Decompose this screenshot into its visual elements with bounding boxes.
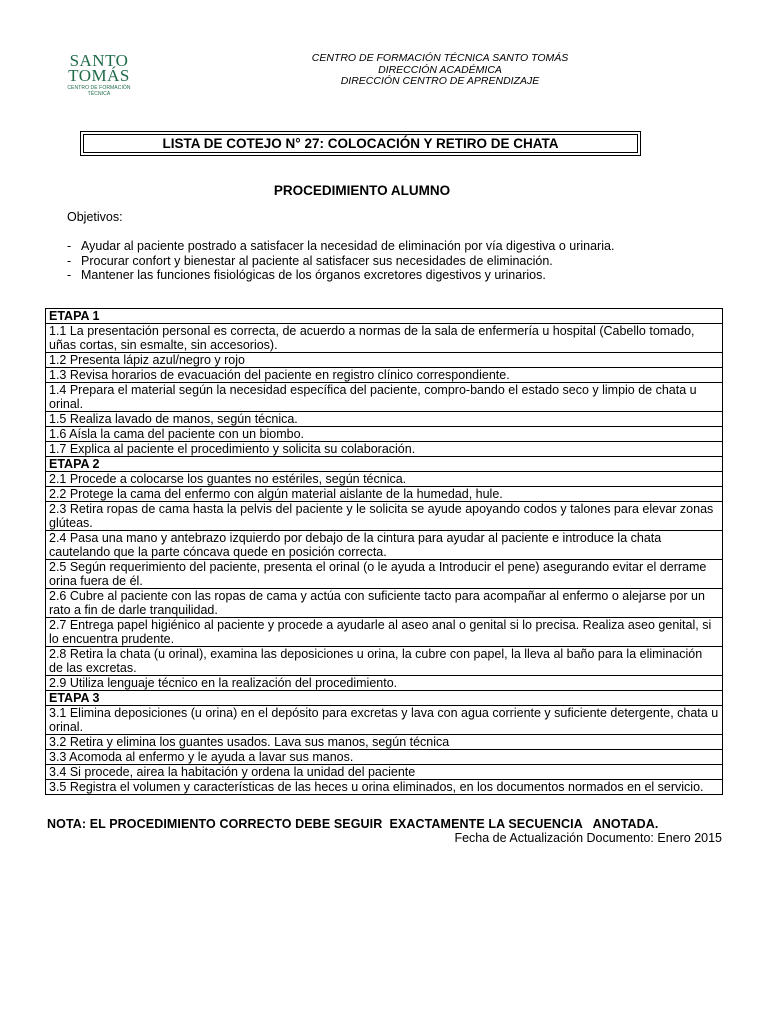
checklist-row [46, 383, 723, 412]
checklist-row [46, 750, 723, 765]
checklist-item: 1.6 Aísla la cama del paciente con un biombo. [46, 427, 723, 442]
checklist-item: 3.5 Registra el volumen y características de las heces u orina eliminados, en los documentos normados en el servicio. [46, 780, 723, 795]
objectives-label: Objetivos: [67, 210, 123, 224]
objective-text: Procurar confort y bienestar al paciente al satisfacer sus necesidades de eliminación. [81, 253, 553, 268]
checklist-item: 1.3 Revisa horarios de evacuación del paciente en registro clínico correspondiente. [46, 368, 723, 383]
checklist-item: 2.8 Retira la chata (u orinal), examina las deposiciones u orina, la cubre con papel, la lleva al baño para la eliminación de las excretas. [46, 647, 723, 676]
checklist-row [46, 502, 723, 531]
checklist-item: 2.9 Utiliza lenguaje técnico en la realización del procedimiento. [46, 676, 723, 691]
checklist-item: 1.4 Prepara el material según la necesidad específica del paciente, compro-bando el estado seco y limpio de chata u orinal. [46, 383, 723, 412]
stage-header-row [46, 457, 723, 472]
logo-line-3: CENTRO DE FORMACIÓN TÉCNICA [67, 85, 131, 97]
checklist-row [46, 618, 723, 647]
procedure-note: NOTA: EL PROCEDIMIENTO CORRECTO DEBE SEGUIR EXACTAMENTE LA SECUENCIA ANOTADA. [47, 817, 659, 831]
header-line-3: DIRECCIÓN CENTRO DE APRENDIZAJE [340, 75, 540, 87]
stage-header-row [46, 691, 723, 706]
checklist-row [46, 706, 723, 735]
checklist-row [46, 780, 723, 795]
checklist-row [46, 427, 723, 442]
objectives-list [67, 239, 687, 283]
checklist-item: 2.5 Según requerimiento del paciente, presenta el orinal (o le ayuda a Introducir el pene) asegurando evitar el derrame orina fuera de él. [46, 560, 723, 589]
checklist-item: 1.1 La presentación personal es correcta, de acuerdo a normas de la sala de enfermería u hospital (Cabello tomado, uñas cortas, sin esmalte, sin accesorios). [46, 324, 723, 353]
checklist-row [46, 442, 723, 457]
checklist-row [46, 647, 723, 676]
checklist-row [46, 324, 723, 353]
checklist-row [46, 735, 723, 750]
document-title: LISTA DE COTEJO N° 27: COLOCACIÓN Y RETIRO DE CHATA [83, 134, 638, 153]
checklist-row [46, 472, 723, 487]
update-date: Fecha de Actualización Documento: Enero 2015 [454, 831, 722, 845]
checklist-item: 2.2 Protege la cama del enfermo con algún material aislante de la humedad, hule. [46, 487, 723, 502]
stage-header: ETAPA 1 [46, 309, 723, 324]
checklist-item: 1.5 Realiza lavado de manos, según técnica. [46, 412, 723, 427]
checklist-row [46, 487, 723, 502]
checklist-item: 2.4 Pasa una mano y antebrazo izquierdo por debajo de la cintura para ayudar al paciente e introduce la chata cautelando que la parte cóncava quede en posición correcta. [46, 531, 723, 560]
stage-header: ETAPA 2 [46, 457, 723, 472]
objective-item: - Procurar confort y bienestar al paciente al satisfacer sus necesidades de eliminación. [67, 254, 687, 269]
objective-item: - Ayudar al paciente postrado a satisfacer la necesidad de eliminación por vía digestiva o urinaria. [67, 239, 687, 254]
checklist-row [46, 353, 723, 368]
checklist-row [46, 589, 723, 618]
document-header [250, 53, 630, 88]
checklist-item: 1.2 Presenta lápiz azul/negro y rojo [46, 353, 723, 368]
checklist-item: 1.7 Explica al paciente el procedimiento y solicita su colaboración. [46, 442, 723, 457]
objective-item: - Mantener las funciones fisiológicas de los órganos excretores digestivos y urinarios. [67, 268, 687, 283]
checklist-item: 3.2 Retira y elimina los guantes usados. Lava sus manos, según técnica [46, 735, 723, 750]
checklist-item: 2.7 Entrega papel higiénico al paciente y procede a ayudarle al aseo anal o genital si lo precisa. Realiza aseo genital, si lo encuentra prudente. [46, 618, 723, 647]
objective-text: Ayudar al paciente postrado a satisfacer la necesidad de eliminación por vía digestiva o urinaria. [81, 239, 615, 253]
checklist-body [46, 309, 723, 795]
checklist-item: 3.1 Elimina deposiciones (u orina) en el depósito para excretas y lava con agua corriente y suficiente detergente, chata u orinal. [46, 706, 723, 735]
section-subtitle: PROCEDIMIENTO ALUMNO [273, 183, 451, 198]
header-line-2: DIRECCIÓN ACADÉMICA [378, 63, 502, 76]
checklist-item: 3.4 Si procede, airea la habitación y ordena la unidad del paciente [46, 765, 723, 780]
stage-header-row [46, 309, 723, 324]
checklist-item: 3.3 Acomoda al enfermo y le ayuda a lavar sus manos. [46, 750, 723, 765]
objective-text: Mantener las funciones fisiológicas de los órganos excretores digestivos y urinarios. [81, 268, 546, 282]
title-box [80, 131, 641, 156]
logo-line-1: SANTO [69, 51, 129, 70]
checklist-row [46, 531, 723, 560]
checklist-row [46, 676, 723, 691]
checklist-row [46, 412, 723, 427]
checklist-row [46, 368, 723, 383]
checklist-row [46, 560, 723, 589]
checklist-row [46, 765, 723, 780]
checklist-item: 2.1 Procede a colocarse los guantes no estériles, según técnica. [46, 472, 723, 487]
header-line-1: CENTRO DE FORMACIÓN TÉCNICA SANTO TOMÁS [311, 52, 569, 64]
institution-logo [56, 53, 142, 95]
checklist-table [45, 308, 723, 795]
checklist-item: 2.6 Cubre al paciente con las ropas de cama y actúa con suficiente tacto para acompañar al enfermo o alejarse por un rato a fin de darle tranquilidad. [46, 589, 723, 618]
logo-line-2: TOMÁS [68, 66, 130, 85]
checklist-item: 2.3 Retira ropas de cama hasta la pelvis del paciente y le solicita se ayude apoyando codos y talones para elevar zonas glúteas. [46, 502, 723, 531]
stage-header: ETAPA 3 [46, 691, 723, 706]
